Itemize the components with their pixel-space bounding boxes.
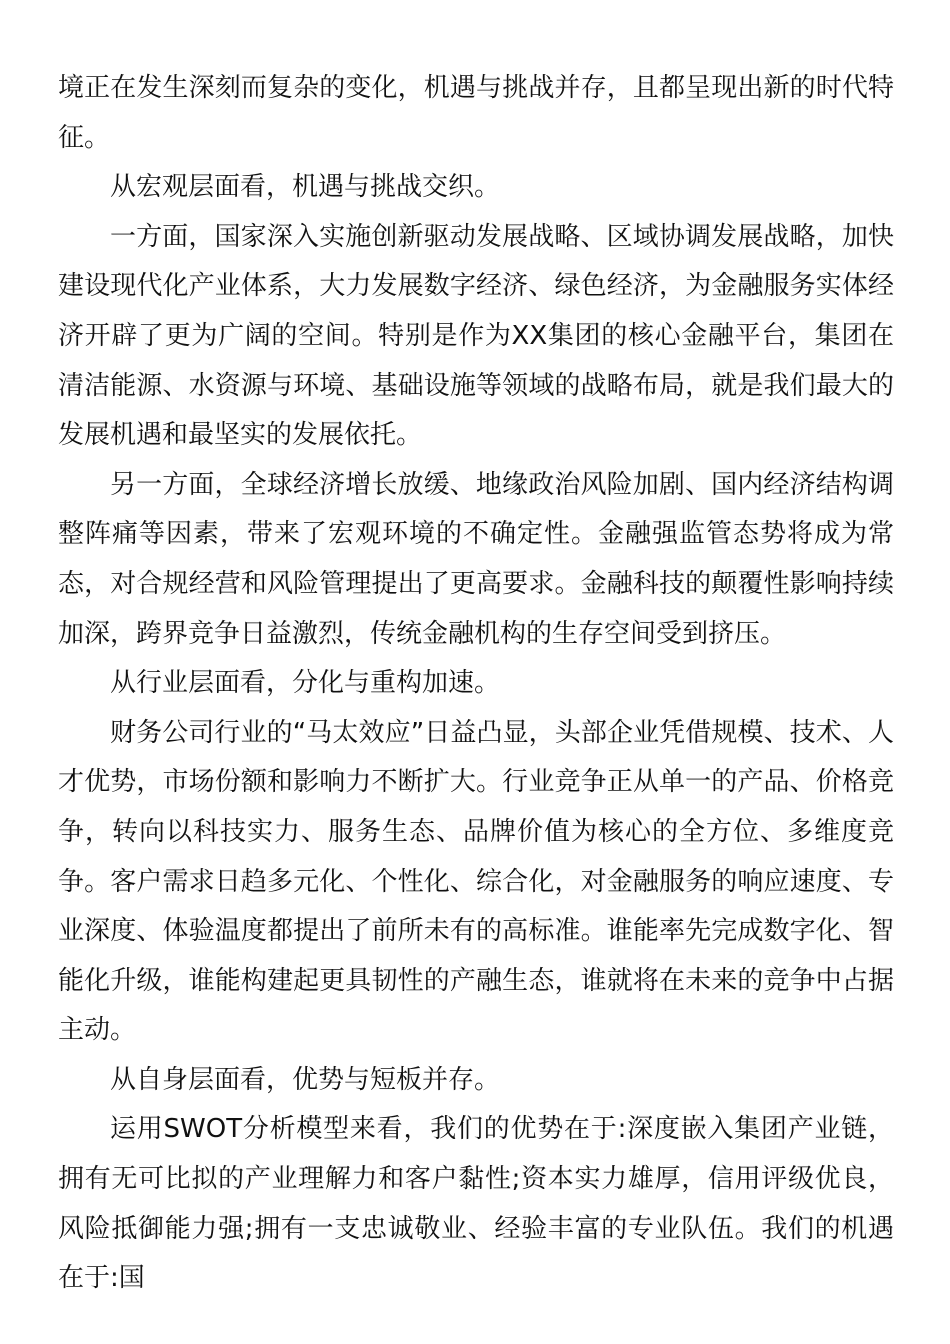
paragraph-industry-analysis: 财务公司行业的“马太效应”日益凸显，头部企业凭借规模、技术、人才优势，市场份额和影响力不断扩大。行业竞争正从单一的产品、价格竞争，转向以科技实力、服务生态、品牌价值为核心的全方位、多维度竞争。客户需求日趋多元化、个性化、综合化，对金融服务的响应速度、专业深度、体验温度都提出了前所未有的高标准。谁能率先完成数字化、智能化升级，谁能构建起更具韧性的产融生态，谁就将在未来的竞争中占据主动。 <box>58 717 894 1046</box>
paragraph-self-heading: 从自身层面看，优势与短板并存。 <box>110 1064 501 1095</box>
paragraph-swot-analysis: 运用SWOT分析模型来看，我们的优势在于:深度嵌入集团产业链，拥有无可比拟的产业理解力和客户黏性;资本实力雄厚，信用评级优良，风险抵御能力强;拥有一支忠诚敬业、经验丰富的专业队伍。我们的机遇在于:国 <box>58 1114 894 1294</box>
paragraph-opportunities: 一方面，国家深入实施创新驱动发展战略、区域协调发展战略，加快建设现代化产业体系，大力发展数字经济、绿色经济，为金融服务实体经济开辟了更为广阔的空间。特别是作为XX集团的核心金融平台，集团在清洁能源、水资源与环境、基础设施等领域的战略布局，就是我们最大的发展机遇和最坚实的发展依托。 <box>58 221 894 451</box>
paragraph-industry-heading: 从行业层面看，分化与重构加速。 <box>110 668 501 699</box>
document-body <box>58 64 894 1304</box>
paragraph-continuation: 境正在发生深刻而复杂的变化，机遇与挑战并存，且都呈现出新的时代特征。 <box>58 73 894 153</box>
paragraph-macro-heading: 从宏观层面看，机遇与挑战交织。 <box>110 172 501 203</box>
paragraph-challenges: 另一方面，全球经济增长放缓、地缘政治风险加剧、国内经济结构调整阵痛等因素，带来了宏观环境的不确定性。金融强监管态势将成为常态，对合规经营和风险管理提出了更高要求。金融科技的颠覆性影响持续加深，跨界竞争日益激烈，传统金融机构的生存空间受到挤压。 <box>58 469 894 649</box>
